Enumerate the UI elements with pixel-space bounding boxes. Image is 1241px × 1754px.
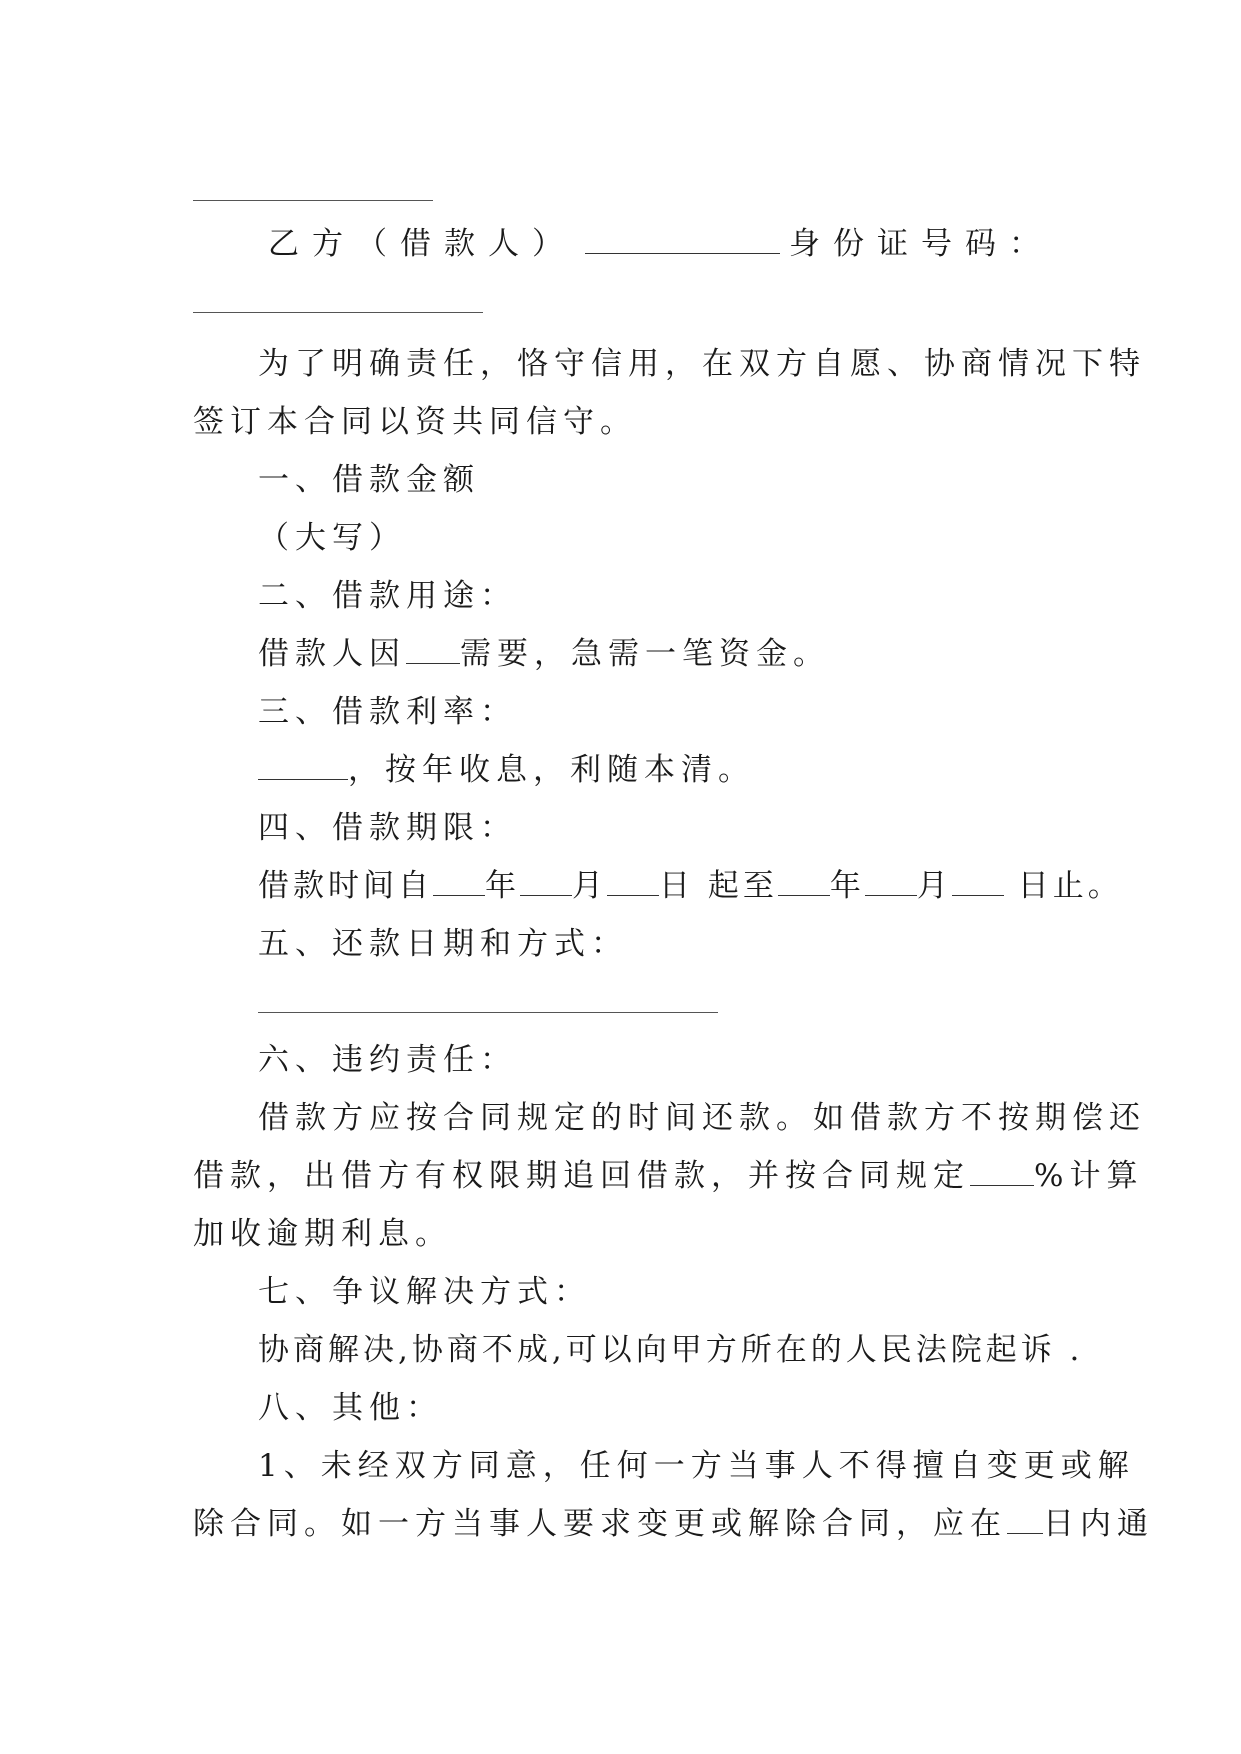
party-b-label: 乙方（借款人） bbox=[268, 226, 576, 262]
section-2-text bbox=[258, 632, 1053, 676]
end-year-blank bbox=[778, 865, 830, 896]
repayment-blank-line bbox=[258, 1012, 718, 1013]
section-3-text-content: ，按年收息，利随本清。 bbox=[348, 752, 755, 788]
section-8-line-2a: 除合同。如一方当事人要求变更或解除合同，应在 bbox=[193, 1506, 1007, 1542]
party-b-line bbox=[268, 222, 1053, 266]
section-1-note: （大写） bbox=[258, 520, 406, 556]
section-8-line-1: 1、未经双方同意，任何一方当事人不得擅自变更或解 bbox=[258, 1448, 1135, 1484]
end-day-blank bbox=[952, 865, 1004, 896]
section-7-title: 七、争议解决方式： bbox=[258, 1274, 591, 1310]
start-month-label: 月 bbox=[572, 868, 607, 904]
section-6-title: 六、违约责任： bbox=[258, 1042, 517, 1078]
start-day-blank bbox=[607, 865, 659, 896]
section-6-line-2 bbox=[193, 1154, 1144, 1198]
section-4-text bbox=[258, 864, 1123, 908]
start-year-label: 年 bbox=[485, 868, 520, 904]
intro-line-1: 为了明确责任，恪守信用，在双方自愿、协商情况下特 bbox=[258, 346, 1146, 382]
end-day-label: 日止。 bbox=[1003, 868, 1123, 904]
purpose-blank bbox=[406, 633, 460, 664]
section-2-text-b: 需要，急需一笔资金。 bbox=[460, 636, 830, 672]
signature-blank-line bbox=[193, 200, 433, 201]
id-number-blank-line bbox=[193, 312, 483, 313]
section-2-title: 二、借款用途： bbox=[258, 578, 517, 614]
section-5-title: 五、还款日期和方式： bbox=[258, 926, 628, 962]
section-1-title: 一、借款金额 bbox=[258, 462, 480, 498]
section-3-title: 三、借款利率： bbox=[258, 694, 517, 730]
start-year-blank bbox=[433, 865, 485, 896]
section-8-line-2 bbox=[193, 1502, 1154, 1546]
start-month-blank bbox=[520, 865, 572, 896]
section-6-line-3: 加收逾期利息。 bbox=[193, 1216, 452, 1252]
loan-period-from-label: 借款时间自 bbox=[258, 868, 433, 904]
section-8-title: 八、其他： bbox=[258, 1390, 443, 1426]
section-3-text bbox=[258, 748, 1053, 792]
notice-days-blank bbox=[1007, 1503, 1043, 1534]
end-month-label: 月 bbox=[916, 868, 952, 904]
section-6-line-2b: %计算 bbox=[1034, 1158, 1144, 1194]
end-month-blank bbox=[865, 865, 917, 896]
section-6-line-1: 借款方应按合同规定的时间还款。如借款方不按期偿还 bbox=[258, 1100, 1146, 1136]
end-year-label: 年 bbox=[829, 868, 865, 904]
party-b-name-blank bbox=[585, 223, 780, 254]
interest-rate-blank bbox=[258, 749, 348, 780]
section-2-text-a: 借款人因 bbox=[258, 636, 406, 672]
intro-line-2: 签订本合同以资共同信守。 bbox=[193, 404, 637, 440]
id-number-label: 身份证号码： bbox=[789, 226, 1053, 262]
section-8-line-2b: 日内通 bbox=[1043, 1506, 1154, 1542]
section-7-text: 协商解决,协商不成,可以向甲方所在的人民法院起诉 . bbox=[258, 1332, 1084, 1368]
section-4-title: 四、借款期限： bbox=[258, 810, 517, 846]
section-6-line-2a: 借款，出借方有权限期追回借款，并按合同规定 bbox=[193, 1158, 970, 1194]
start-day-to-label: 日 起至 bbox=[659, 868, 778, 904]
penalty-percent-blank bbox=[970, 1155, 1034, 1186]
